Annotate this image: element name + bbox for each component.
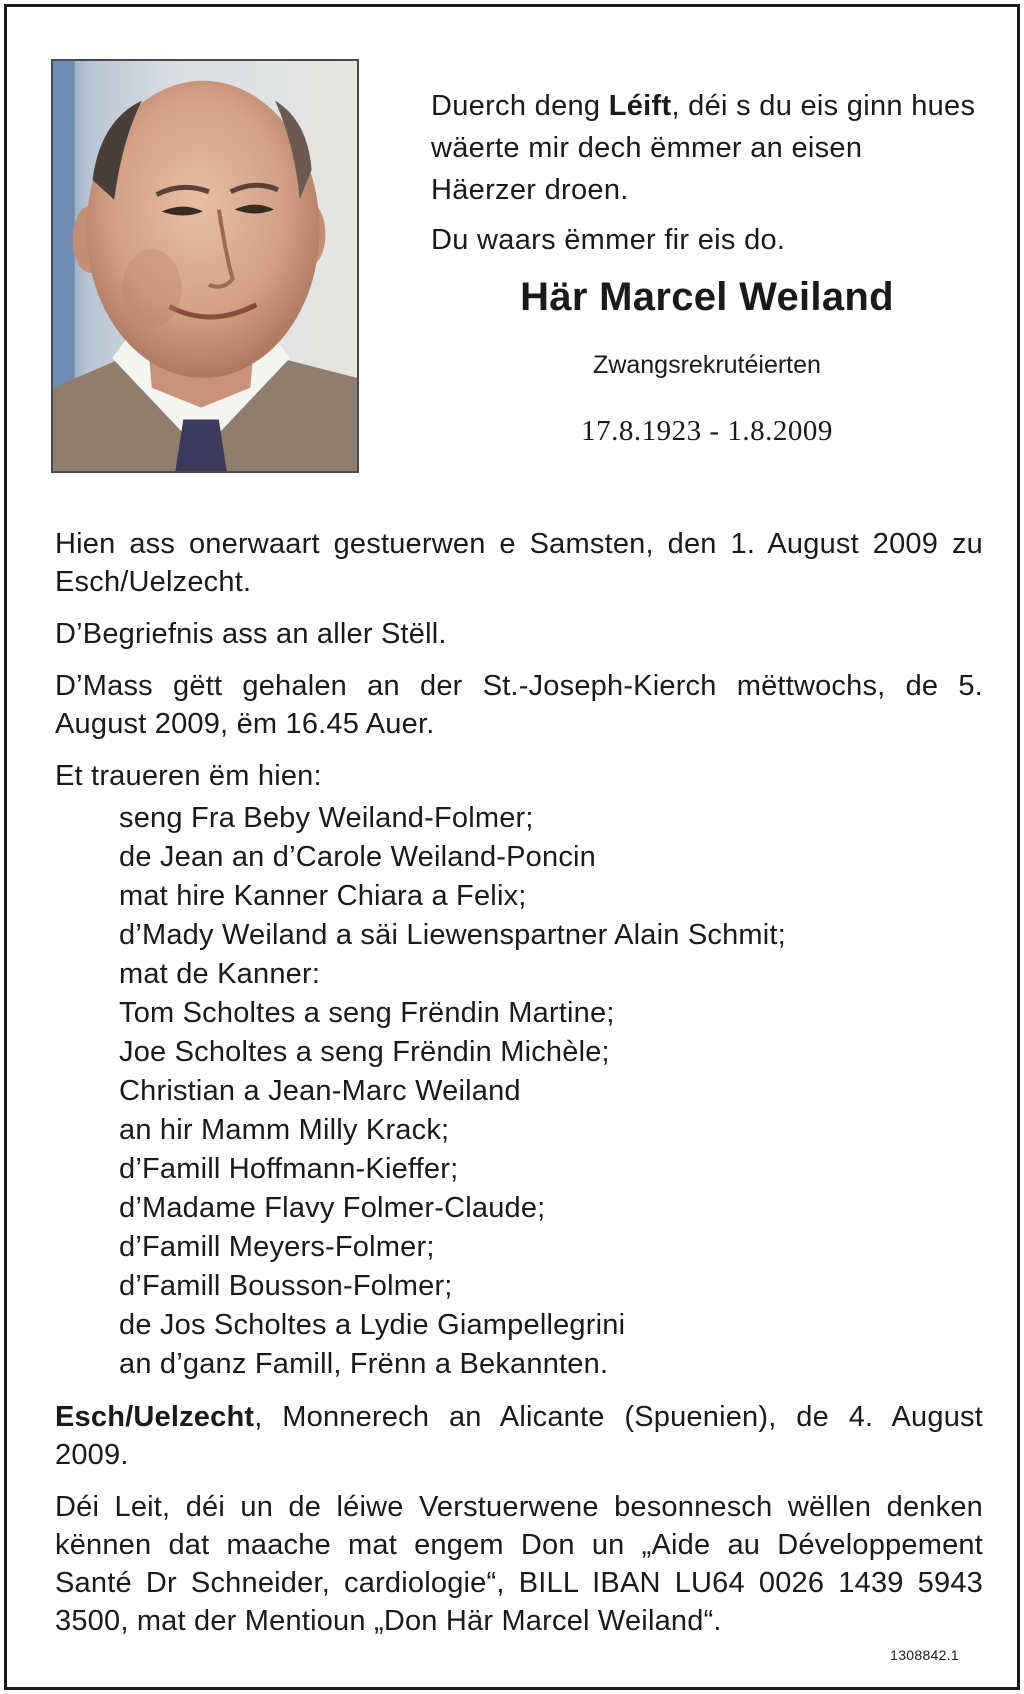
list-item: de Jos Scholtes a Lydie Giampellegrini — [119, 1309, 626, 1341]
mourners-intro: Et traueren ëm hien: — [55, 760, 322, 792]
verse-line: Häerzer droen. — [431, 174, 629, 206]
place-name: Esch/Uelzecht — [55, 1401, 255, 1433]
deceased-title: Zwangsrekrutéierten — [593, 351, 821, 379]
list-item: de Jean an d’Carole Weiland-Poncin — [119, 841, 597, 873]
mass-notice: D’Mass gëtt gehalen an der St.-Joseph-Kierch mëttwochs, de 5. August 2009, ëm 16.45 Auer. — [55, 670, 983, 740]
list-item: Christian a Jean-Marc Weiland — [119, 1075, 521, 1107]
list-item: d’Famill Hoffmann-Kieffer; — [119, 1153, 459, 1185]
reference-number: 1308842.1 — [890, 1647, 959, 1663]
list-item: d’Madame Flavy Folmer-Claude; — [119, 1192, 546, 1224]
verse-text: Duerch deng — [431, 90, 609, 122]
list-item: Tom Scholtes a seng Frëndin Martine; — [119, 997, 615, 1029]
place-and-date — [55, 1398, 983, 1474]
announcement-body — [55, 525, 983, 1654]
portrait-photo — [51, 59, 359, 473]
verse-line: wäerte mir dech ëmmer an eisen — [431, 132, 863, 164]
obituary-notice — [4, 4, 1020, 1690]
life-dates: 17.8.1923 - 1.8.2009 — [581, 415, 833, 447]
list-item: d’Mady Weiland a säi Liewenspartner Alain Schmit; — [119, 919, 786, 951]
portrait-image — [53, 61, 357, 471]
verse-line — [431, 85, 983, 127]
list-item: an d’ganz Famill, Frënn a Bekannten. — [119, 1348, 609, 1380]
memorial-verse — [431, 85, 983, 261]
verse-line: Du waars ëmmer fir eis do. — [431, 224, 786, 256]
list-item: Joe Scholtes a seng Frëndin Michèle; — [119, 1036, 610, 1068]
donation-notice: Déi Leit, déi un de léiwe Verstuerwene besonnesch wëllen denken kënnen dat maache mat engem Don un „Aide au Développement Santé Dr Schneider, cardiologie“, BILL IBAN LU64 0026 1439 5943 3500, mat der Mentioun „Don Här Marcel Weiland“. — [55, 1491, 983, 1637]
list-item: mat hire Kanner Chiara a Felix; — [119, 880, 527, 912]
death-announcement: Hien ass onerwaart gestuerwen e Samsten, den 1. August 2009 zu Esch/Uelzecht. — [55, 528, 983, 598]
mourners-list — [55, 799, 983, 1384]
deceased-name: Här Marcel Weiland — [520, 275, 894, 319]
list-item: mat de Kanner: — [119, 958, 321, 990]
list-item: an hir Mamm Milly Krack; — [119, 1114, 450, 1146]
list-item: d’Famill Bousson-Folmer; — [119, 1270, 453, 1302]
list-item: seng Fra Beby Weiland-Folmer; — [119, 802, 534, 834]
list-item: d’Famill Meyers-Folmer; — [119, 1231, 435, 1263]
location-date-text: , Monnerech an Alicante (Spuenien), de 4. August 2009. — [55, 1401, 983, 1471]
burial-notice: D’Begriefnis ass an aller Stëll. — [55, 618, 447, 650]
verse-emphasis: Léift — [608, 90, 672, 122]
verse-text: , déi s du eis ginn hues — [671, 90, 976, 122]
